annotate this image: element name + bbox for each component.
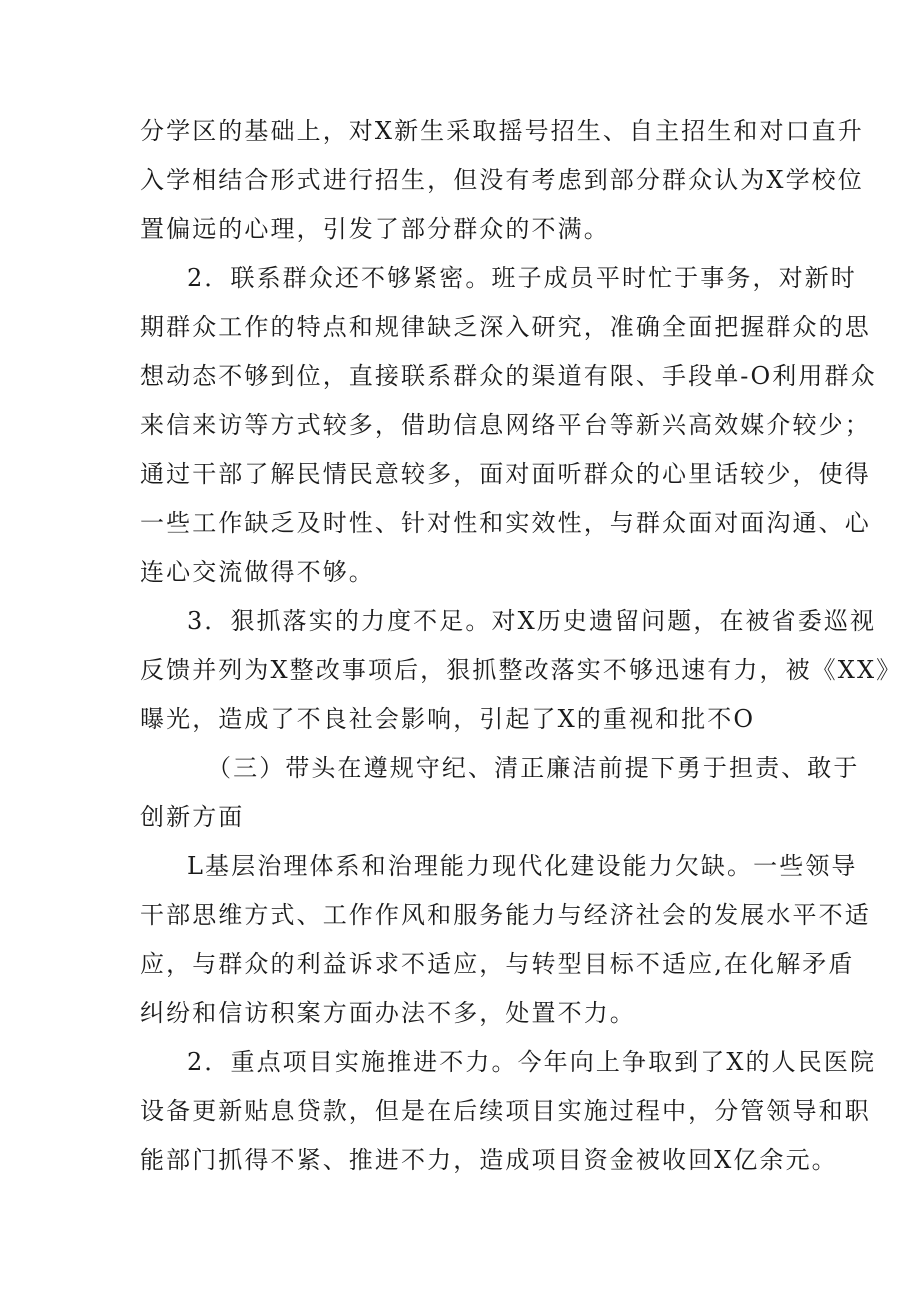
text-line: 一些工作缺乏及时性、针对性和实效性，与群众面对面沟通、心 [140,509,871,537]
text-line: 通过干部了解民情民意较多，面对面听群众的心里话较少，使得 [140,460,871,488]
text-line: 分学区的基础上，对X新生采取摇号招生、自主招生和对口直升 [140,117,864,145]
section-heading-continued: 创新方面 [140,803,245,831]
text-line: 期群众工作的特点和规律缺乏深入研究，准确全面把握群众的思 [140,313,871,341]
section-heading: （三）带头在遵规守纪、清正廉洁前提下勇于担责、敢于 [207,754,860,782]
text-line: 曝光，造成了不良社会影响，引起了X的重视和批不O [140,705,756,733]
text-line: 入学相结合形式进行招生，但没有考虑到部分群众认为X学校位 [140,166,864,194]
text-line: 反馈并列为X整改事项后，狠抓整改落实不够迅速有力，被《XX》 [140,656,903,684]
text-line: 能部门抓得不紧、推进不力，造成项目资金被收回X亿余元。 [140,1146,838,1174]
text-line: 连心交流做得不够。 [140,558,375,586]
text-line: 2．重点项目实施推进不力。今年向上争取到了X的人民医院 [187,1048,877,1076]
text-line: 干部思维方式、工作作风和服务能力与经济社会的发展水平不适 [140,901,871,929]
text-line: L基层治理体系和治理能力现代化建设能力欠缺。一些领导 [187,852,858,880]
text-line: 应，与群众的利益诉求不适应，与转型目标不适应,在化解矛盾 [140,950,855,978]
text-line: 2．联系群众还不够紧密。班子成员平时忙于事务，对新时 [187,264,857,292]
text-line: 来信来访等方式较多，借助信息网络平台等新兴高效媒介较少； [140,411,871,439]
text-line: 置偏远的心理，引发了部分群众的不满。 [140,215,610,243]
text-line: 纠纷和信访积案方面办法不多，处置不力。 [140,999,636,1027]
text-line: 设备更新贴息贷款，但是在后续项目实施过程中，分管领导和职 [140,1097,871,1125]
text-line: 3．狠抓落实的力度不足。对X历史遗留问题，在被省委巡视 [187,607,877,635]
text-line: 想动态不够到位，直接联系群众的渠道有限、手段单-O利用群众 [140,362,877,390]
